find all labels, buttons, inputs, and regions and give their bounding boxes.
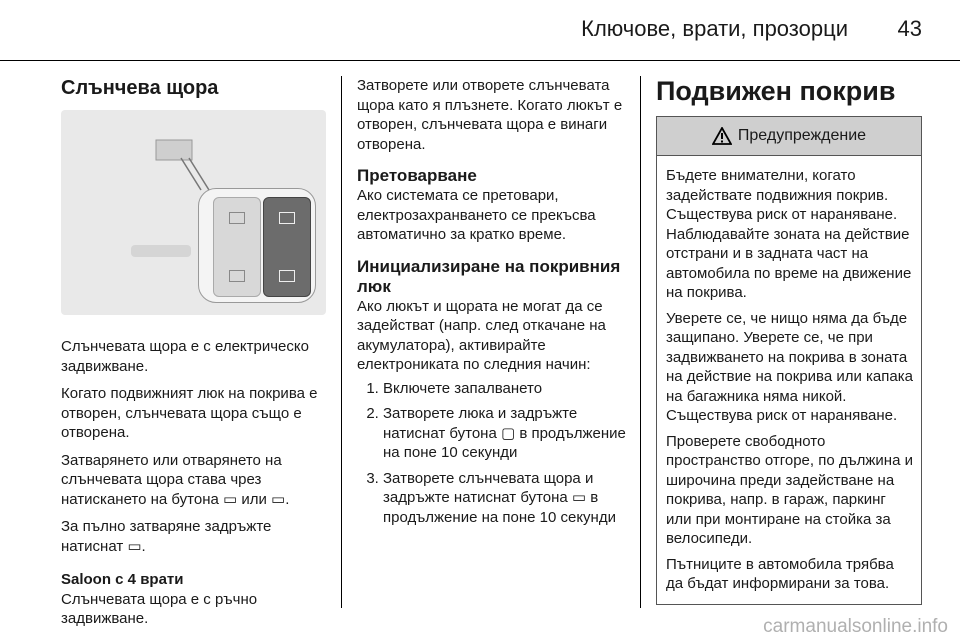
section-heading: Слънчева щора [61,77,219,99]
column-middle [357,76,627,533]
warning-icon [712,127,732,145]
step-list [357,379,627,528]
watermark: carmanualsonline.info [763,616,948,637]
subheading-overload: Претоварване [357,166,477,185]
column-divider [640,76,641,608]
paragraph: Затварянето или отварянето на слънчевата щора става чрез натискането на бутона ▭ или ▭. [61,451,290,508]
paragraph: Затворете или отворете слънчевата щора като я плъзнете. Когато люкът е отворен, слънчевата щора е винаги отворена. [357,77,623,153]
column-right [656,76,922,605]
paragraph: Ако системата се претовари, електрозахранването се прекъсва автоматично за кратко време. [357,187,596,243]
warning-header [657,117,921,156]
subheading: Saloon с 4 врати [61,571,184,588]
paragraph: Слънчевата щора е с ръчно задвижване. [61,590,258,627]
sunshade-open-button [213,197,261,297]
paragraph: Пътниците в автомобила трябва да бъдат информирани за това. [666,555,894,592]
paragraph: Проверете свободното пространство отгоре, по дължина и широчина преди задействане на покрива, напр. в гараж, паркинг или при монтиране на стойка за велосипеди. [666,432,913,547]
section-heading: Подвижен покрив [656,76,896,106]
paragraph: Слънчевата щора е с електрическо задвижване. [61,338,309,375]
list-item: 2. Затворете люка и задръжте натиснат бутона ▢ в продължение на поне 10 секунди [383,404,627,463]
subheading-init: Инициализиране на покривния люк [357,256,621,296]
page-number: 43 [897,16,922,41]
switch-panel [198,188,316,303]
paragraph: Ако люкът и щората не могат да се задействат (напр. след откачане на акумулатора), активирайте електрониката по следния начин: [357,297,606,373]
page-header [0,0,960,60]
paragraph: Уверете се, че нищо няма да бъде защипано. Уверете се, че при задвижването на покрива в зоната на действие на покрива или капака на багажника няма никой. Съществува риск от нараняване. [666,309,913,424]
warning-box [656,116,922,605]
list-item: 1. Включете запалването [383,379,627,399]
sunshade-switch-illustration [61,110,326,315]
header-rule [0,60,960,61]
warning-body [657,156,921,604]
paragraph: Когато подвижният люк на покрива е отворен, слънчевата щора също е отворена. [61,385,318,441]
paragraph: Бъдете внимателни, когато задействате подвижния покрив. Съществува риск от нараняване. Наблюдавайте зоната на действие отстрани и в задната част на автомобила по време на движение на покрива. [666,167,912,301]
page-title: Ключове, врати, прозорци [581,16,848,41]
column-divider [341,76,342,608]
warning-title: Предупреждение [737,127,867,145]
paragraph: За пълно затваряне задръжте натиснат ▭. [61,518,272,555]
list-item: 3. Затворете слънчевата щора и задръжте натиснат бутона ▭ в продължение на поне 10 секунди [383,469,627,528]
column-left [61,76,326,637]
sunshade-close-button [263,197,311,297]
